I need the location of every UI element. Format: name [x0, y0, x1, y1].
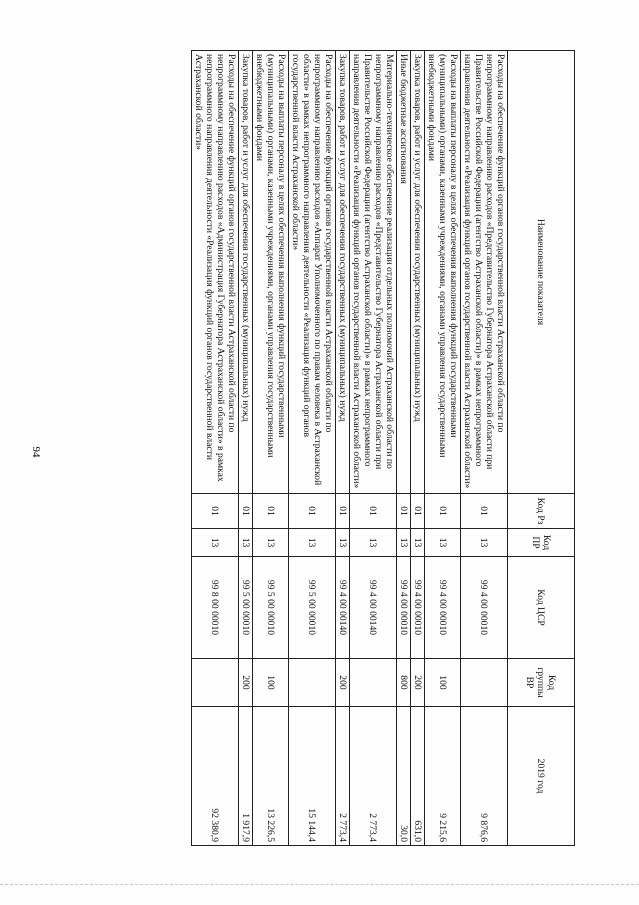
row-rz: 01: [425, 494, 461, 529]
row-csr: 99 4 00 00010: [425, 557, 461, 659]
row-vr: [350, 659, 397, 707]
row-sum: 9 876,6: [461, 707, 508, 846]
row-pr: 13: [192, 529, 239, 557]
row-name: Иные бюджетные ассигнования: [397, 51, 411, 494]
row-name: Расходы на обеспечение функций органов государственной власти Астраханской области по непрограммному направлению расходов «Аппарат Уполномоченного по правам человека в Астраханской области» в рамках непрограммного направления деятельности «Реализация функций органов государственной власти Астраханской области»: [289, 51, 336, 494]
table-row: [192, 51, 239, 846]
row-vr: [192, 659, 239, 707]
row-name: Материально-техническое обеспечение реализации отдельных полномочий Астраханской области по непрограммному направлению расходов «Представительство Губернатора Астраханской области при Правительстве Российской Федерации (агентство Астраханской области)» в рамках непрограммного направления деятельности «Реализация функций органов государственной власти Астраханской области»: [350, 51, 397, 494]
row-vr: 800: [397, 659, 411, 707]
row-vr: 200: [239, 659, 253, 707]
row-rz: 01: [192, 494, 239, 529]
row-rz: 01: [253, 494, 289, 529]
row-sum: 15 144,4: [289, 707, 336, 846]
header-csr: Код ЦСР: [508, 557, 575, 659]
row-name: Закупка товаров, работ и услуг для обеспечения государственных (муниципальных) нужд: [336, 51, 350, 494]
row-csr: 99 4 00 00010: [461, 557, 508, 659]
row-pr: 13: [289, 529, 336, 557]
row-csr: 99 8 00 00010: [192, 557, 239, 659]
row-csr: 99 4 00 00140: [350, 557, 397, 659]
row-name: Расходы на выплаты персоналу в целях обеспечения выполнения функций государственными (муниципальными) органами, казенными учреждениями, органами управления государственными внебюджетными фондами: [425, 51, 461, 494]
row-name: Расходы на обеспечение функций органов государственной власти Астраханской области по непрограммному направлению расходов «Администрация Губернатора Астраханской области» в рамках непрограммного направления деятельности «Реализация функций органов государственной власти Астраханской области»: [192, 51, 239, 494]
row-rz: 01: [239, 494, 253, 529]
row-vr: [461, 659, 508, 707]
table-row: [253, 51, 289, 846]
budget-table: [191, 50, 575, 846]
table-row: [425, 51, 461, 846]
header-vr: Код группы ВР: [508, 659, 575, 707]
row-csr: 99 4 00 00010: [397, 557, 411, 659]
row-sum: 9 215,6: [425, 707, 461, 846]
row-rz: 01: [289, 494, 336, 529]
table-row: [289, 51, 336, 846]
table-row: [461, 51, 508, 846]
row-vr: 100: [425, 659, 461, 707]
table-row: [411, 51, 425, 846]
row-pr: 13: [461, 529, 508, 557]
row-sum: 13 226,5: [253, 707, 289, 846]
row-rz: 01: [461, 494, 508, 529]
row-pr: 13: [253, 529, 289, 557]
page-number: 94: [30, 446, 42, 458]
scan-edge-line: [0, 884, 639, 885]
header-pr: Код ПР: [508, 529, 575, 557]
row-sum: 92 380,9: [192, 707, 239, 846]
row-csr: 99 5 00 00010: [239, 557, 253, 659]
row-name: Расходы на выплаты персоналу в целях обеспечения выполнения функций государственными (муниципальными) органами, казенными учреждениями, органами управления государственными внебюджетными фондами: [253, 51, 289, 494]
table-row: [239, 51, 253, 846]
row-pr: 13: [411, 529, 425, 557]
row-name: Закупка товаров, работ и услуг для обеспечения государственных (муниципальных) нужд: [239, 51, 253, 494]
row-rz: 01: [411, 494, 425, 529]
row-rz: 01: [397, 494, 411, 529]
row-sum: 2 773,4: [350, 707, 397, 846]
row-pr: 13: [397, 529, 411, 557]
table-row: [397, 51, 411, 846]
row-pr: 13: [425, 529, 461, 557]
table-row: [350, 51, 397, 846]
row-sum: 631,0: [411, 707, 425, 846]
row-vr: 200: [411, 659, 425, 707]
table-header-row: [508, 51, 575, 846]
header-name: Наименование показателя: [508, 51, 575, 494]
row-rz: 01: [336, 494, 350, 529]
row-sum: 30,0: [397, 707, 411, 846]
row-rz: 01: [350, 494, 397, 529]
header-year: 2019 год: [508, 707, 575, 846]
row-name: Расходы на обеспечение функций органов государственной власти Астраханской области по непрограммному направлению расходов «Представительство Губернатора Астраханской области при Правительстве Российской Федерации (агентство Астраханской области)» в рамках непрограммного направления деятельности «Реализация функций органов государственной власти Астраханской области»: [461, 51, 508, 494]
row-name: Закупка товаров, работ и услуг для обеспечения государственных (муниципальных) нужд: [411, 51, 425, 494]
row-vr: 100: [253, 659, 289, 707]
row-vr: [289, 659, 336, 707]
row-csr: 99 4 00 00010: [411, 557, 425, 659]
row-sum: 1 917,9: [239, 707, 253, 846]
row-pr: 13: [336, 529, 350, 557]
row-csr: 99 5 00 00010: [289, 557, 336, 659]
rotated-table-container: [125, 50, 575, 845]
row-vr: 200: [336, 659, 350, 707]
row-csr: 99 4 00 00140: [336, 557, 350, 659]
header-rz: Код Рз: [508, 494, 575, 529]
row-csr: 99 5 00 00010: [253, 557, 289, 659]
row-pr: 13: [350, 529, 397, 557]
row-sum: 2 773,4: [336, 707, 350, 846]
table-row: [336, 51, 350, 846]
row-pr: 13: [239, 529, 253, 557]
